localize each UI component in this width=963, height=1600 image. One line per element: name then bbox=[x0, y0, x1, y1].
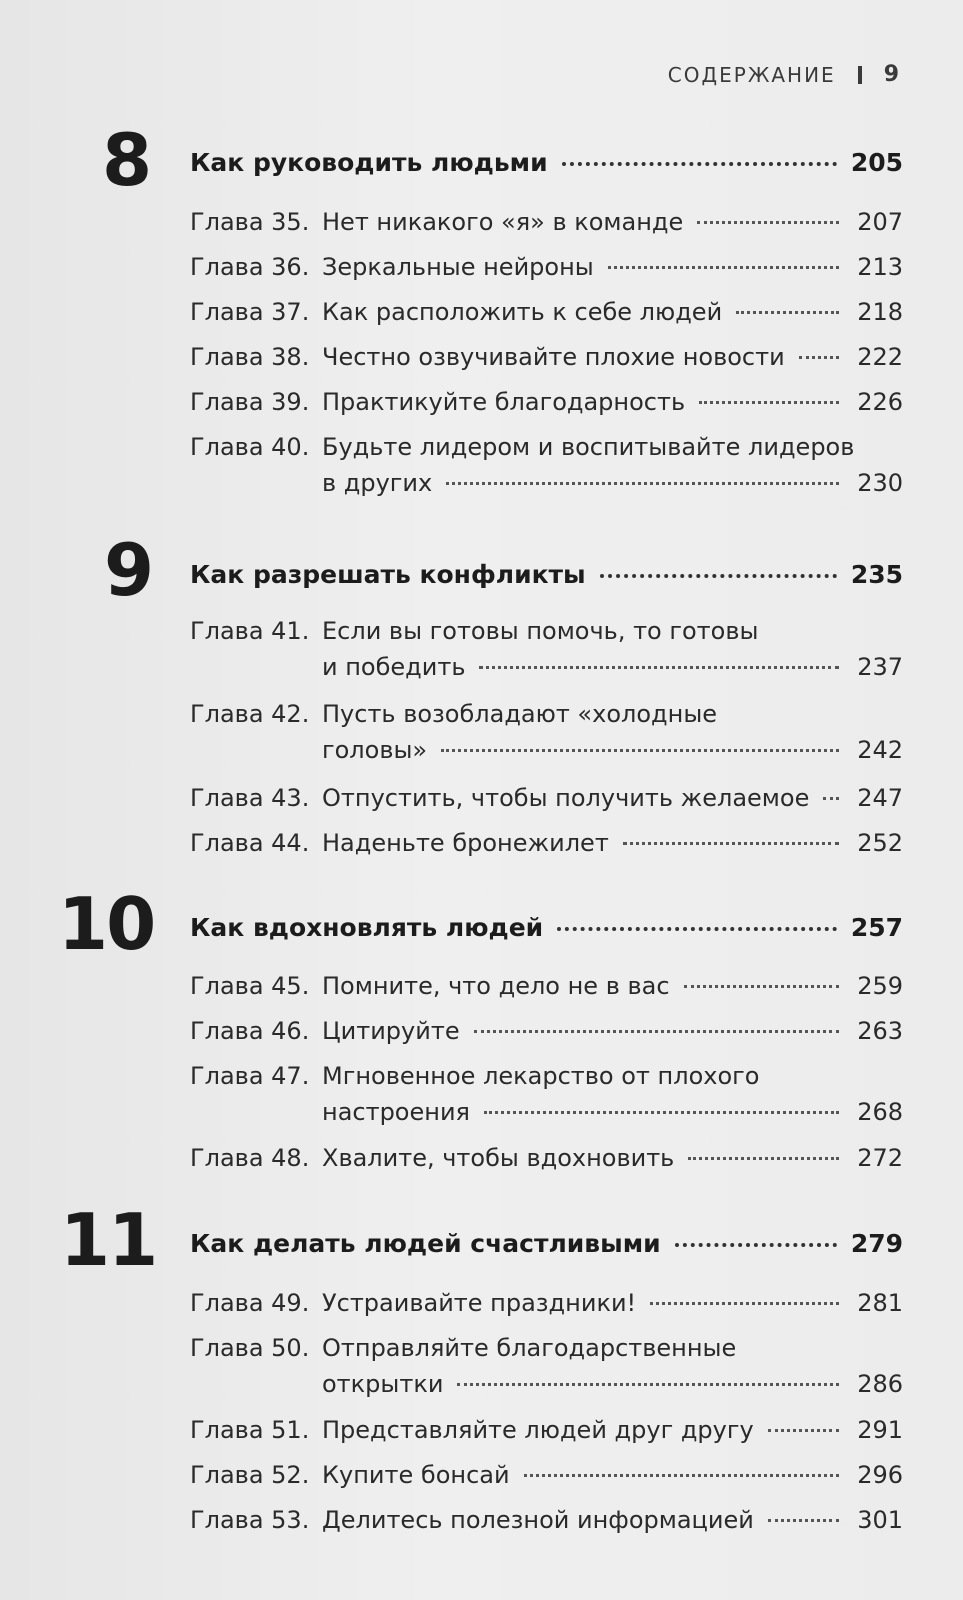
chapter-title: Мгновенное лекарство от плохого bbox=[322, 1062, 760, 1090]
part-page: 205 bbox=[850, 148, 903, 177]
dot-leader bbox=[768, 1429, 840, 1432]
chapter-page: 218 bbox=[857, 298, 903, 326]
chapter-page: 272 bbox=[857, 1144, 903, 1172]
chapter-title-continued: в других bbox=[322, 469, 433, 497]
chapter-entry bbox=[190, 1506, 903, 1542]
chapter-entry bbox=[190, 298, 903, 334]
part-title-row bbox=[190, 560, 903, 589]
chapter-entry bbox=[190, 1062, 903, 1134]
chapter-entry bbox=[190, 617, 903, 689]
chapter-title: Зеркальные нейроны bbox=[322, 253, 594, 281]
dot-leader bbox=[823, 797, 839, 800]
chapter-page: 263 bbox=[857, 1017, 903, 1045]
chapter-label: Глава 40. bbox=[190, 433, 310, 461]
dot-leader bbox=[524, 1474, 840, 1477]
chapter-label: Глава 36. bbox=[190, 253, 310, 281]
chapter-title-continued: и победить bbox=[322, 653, 466, 681]
dot-leader bbox=[650, 1302, 839, 1305]
chapter-label: Глава 46. bbox=[190, 1017, 310, 1045]
chapter-page: 252 bbox=[857, 829, 903, 857]
chapter-title: Цитируйте bbox=[322, 1017, 460, 1045]
chapter-entry bbox=[190, 343, 903, 379]
chapter-entry bbox=[190, 1144, 903, 1180]
chapter-page: 226 bbox=[857, 388, 903, 416]
chapter-title: Отправляйте благодарственные bbox=[322, 1334, 737, 1362]
chapter-page: 230 bbox=[857, 469, 903, 497]
chapter-label: Глава 44. bbox=[190, 829, 310, 857]
chapter-page: 301 bbox=[857, 1506, 903, 1534]
part-page: 279 bbox=[850, 1229, 903, 1258]
chapter-title-continued: открытки bbox=[322, 1370, 444, 1398]
chapter-entry bbox=[190, 388, 903, 424]
chapter-page: 213 bbox=[857, 253, 903, 281]
chapter-title: Будьте лидером и воспитывайте лидеров bbox=[322, 433, 855, 461]
chapter-page: 237 bbox=[857, 653, 903, 681]
chapter-label: Глава 50. bbox=[190, 1334, 310, 1362]
chapter-title: Представляйте людей друг другу bbox=[322, 1416, 754, 1444]
part-title: Как руководить людьми bbox=[190, 148, 548, 177]
chapter-entry bbox=[190, 433, 903, 505]
chapter-label: Глава 48. bbox=[190, 1144, 310, 1172]
chapter-title-continued: настроения bbox=[322, 1098, 470, 1126]
chapter-title: Нет никакого «я» в команде bbox=[322, 208, 684, 236]
dot-leader bbox=[736, 311, 839, 314]
dot-leader bbox=[474, 1030, 840, 1033]
dot-leader bbox=[557, 927, 837, 931]
chapter-title: Делитесь полезной информацией bbox=[322, 1506, 754, 1534]
part-number: 10 bbox=[58, 882, 155, 966]
chapter-label: Глава 37. bbox=[190, 298, 310, 326]
chapter-entry bbox=[190, 829, 903, 865]
chapter-entry bbox=[190, 700, 903, 772]
dot-leader bbox=[799, 356, 840, 359]
chapter-page: 207 bbox=[857, 208, 903, 236]
part-title-row bbox=[190, 1229, 903, 1258]
chapter-title: Наденьте бронежилет bbox=[322, 829, 609, 857]
chapter-title: Хвалите, чтобы вдохновить bbox=[322, 1144, 675, 1172]
chapter-entry bbox=[190, 208, 903, 244]
chapter-label: Глава 43. bbox=[190, 784, 310, 812]
dot-leader bbox=[562, 162, 837, 166]
dot-leader bbox=[697, 221, 839, 224]
chapter-label: Глава 42. bbox=[190, 700, 310, 728]
dot-leader bbox=[688, 1157, 839, 1160]
chapter-title: Пусть возобладают «холодные bbox=[322, 700, 718, 728]
part-number: 8 bbox=[102, 118, 151, 202]
dot-leader bbox=[479, 666, 839, 669]
chapter-page: 247 bbox=[857, 784, 903, 812]
dot-leader bbox=[699, 401, 839, 404]
chapter-label: Глава 52. bbox=[190, 1461, 310, 1489]
chapter-label: Глава 38. bbox=[190, 343, 310, 371]
chapter-page: 286 bbox=[857, 1370, 903, 1398]
part-title: Как вдохновлять людей bbox=[190, 913, 544, 942]
chapter-label: Глава 47. bbox=[190, 1062, 310, 1090]
chapter-entry bbox=[190, 1289, 903, 1325]
chapter-entry bbox=[190, 1017, 903, 1053]
chapter-label: Глава 53. bbox=[190, 1506, 310, 1534]
chapter-page: 268 bbox=[857, 1098, 903, 1126]
dot-leader bbox=[457, 1383, 839, 1386]
dot-leader bbox=[675, 1243, 837, 1247]
dot-leader bbox=[484, 1111, 839, 1114]
chapter-entry bbox=[190, 1461, 903, 1497]
part-title-row bbox=[190, 913, 903, 942]
chapter-title: Помните, что дело не в вас bbox=[322, 972, 670, 1000]
running-head bbox=[668, 62, 901, 87]
dot-leader bbox=[623, 842, 839, 845]
chapter-entry bbox=[190, 253, 903, 289]
chapter-title: Купите бонсай bbox=[322, 1461, 510, 1489]
chapter-page: 242 bbox=[857, 736, 903, 764]
chapter-page: 291 bbox=[857, 1416, 903, 1444]
part-title-row bbox=[190, 148, 903, 177]
part-title: Как делать людей счастливыми bbox=[190, 1229, 661, 1258]
chapter-title: Как расположить к себе людей bbox=[322, 298, 723, 326]
chapter-entry bbox=[190, 1334, 903, 1406]
part-title: Как разрешать конфликты bbox=[190, 560, 586, 589]
dot-leader bbox=[684, 985, 840, 988]
dot-leader bbox=[446, 482, 839, 485]
running-head-title: СОДЕРЖАНИЕ bbox=[667, 62, 836, 87]
dot-leader bbox=[441, 749, 839, 752]
chapter-page: 281 bbox=[857, 1289, 903, 1317]
part-number: 9 bbox=[104, 528, 153, 612]
dot-leader bbox=[768, 1519, 839, 1522]
chapter-entry bbox=[190, 1416, 903, 1452]
chapter-entry bbox=[190, 972, 903, 1008]
chapter-label: Глава 51. bbox=[190, 1416, 310, 1444]
chapter-title: Честно озвучивайте плохие новости bbox=[322, 343, 785, 371]
part-number: 11 bbox=[60, 1198, 157, 1282]
chapter-label: Глава 45. bbox=[190, 972, 310, 1000]
part-page: 257 bbox=[850, 913, 903, 942]
chapter-title: Практикуйте благодарность bbox=[322, 388, 686, 416]
chapter-page: 259 bbox=[857, 972, 903, 1000]
dot-leader bbox=[608, 266, 839, 269]
dot-leader bbox=[600, 574, 837, 578]
chapter-page: 296 bbox=[857, 1461, 903, 1489]
chapter-title: Отпустить, чтобы получить желаемое bbox=[322, 784, 810, 812]
chapter-label: Глава 49. bbox=[190, 1289, 310, 1317]
part-page: 235 bbox=[850, 560, 903, 589]
chapter-entry bbox=[190, 784, 903, 820]
chapter-page: 222 bbox=[857, 343, 903, 371]
running-head-separator bbox=[858, 66, 862, 84]
chapter-label: Глава 39. bbox=[190, 388, 310, 416]
chapter-label: Глава 41. bbox=[190, 617, 310, 645]
page-number: 9 bbox=[883, 62, 901, 87]
chapter-title-continued: головы» bbox=[322, 736, 428, 764]
chapter-title: Если вы готовы помочь, то готовы bbox=[322, 617, 759, 645]
chapter-title: Устраивайте праздники! bbox=[322, 1289, 637, 1317]
chapter-label: Глава 35. bbox=[190, 208, 310, 236]
